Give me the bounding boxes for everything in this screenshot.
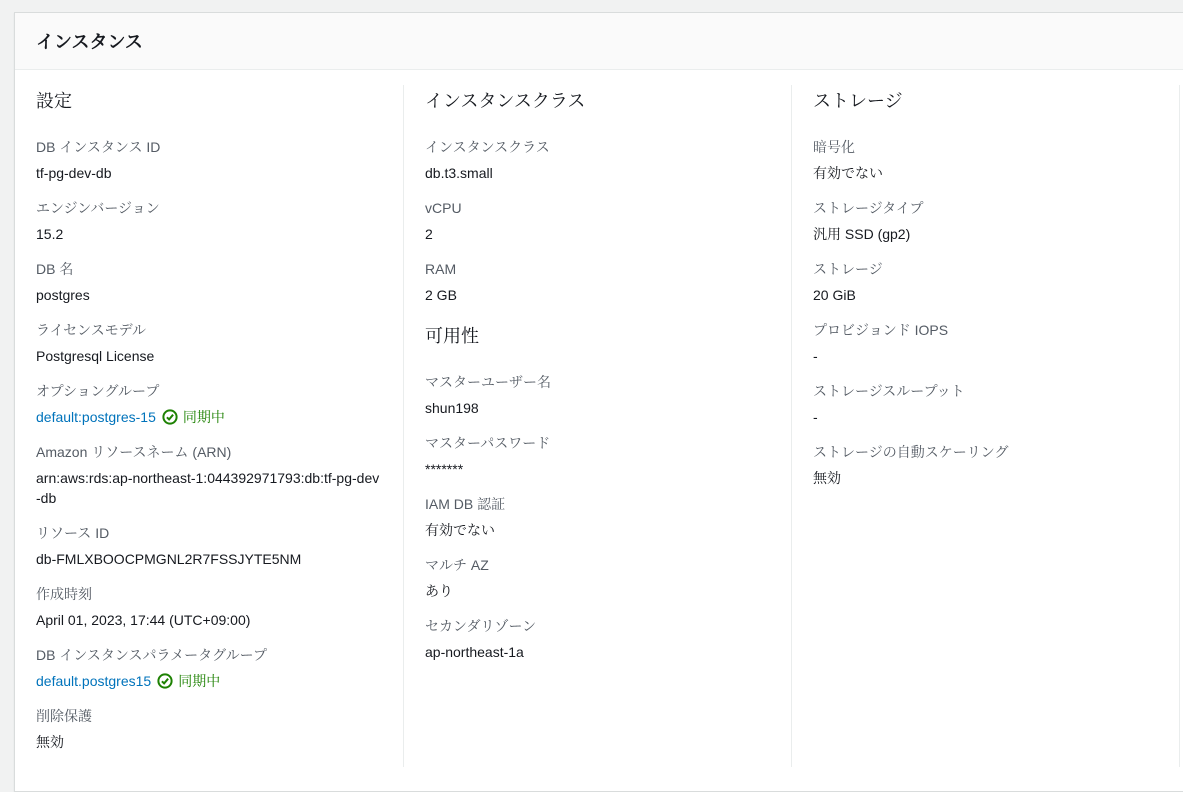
section-instance-class [425,90,771,305]
field-label: IAM DB 認証 [425,496,506,512]
option-group-link[interactable]: default:postgres-15 [36,409,156,425]
section-title-storage: ストレージ [813,91,903,111]
field-value: postgres [36,287,90,303]
field-label: マスターユーザー名 [425,374,551,390]
field-value: 無効 [813,470,841,486]
field-value: Postgresql License [36,348,155,364]
field-label: RAM [425,261,457,277]
field-label: インスタンスクラス [425,139,550,155]
field-value: 有効でない [425,522,495,538]
field-license-model [36,320,383,366]
field-label: セカンダリゾーン [425,618,537,634]
sync-status-text: 同期中 [182,409,225,425]
field-value: - [813,348,818,364]
field-label: オプショングループ [36,383,160,399]
field-label: ストレージスループット [813,383,965,399]
field-secondary-zone [425,616,771,662]
field-label: マルチ AZ [425,557,489,573]
field-value: arn:aws:rds:ap-northeast-1:044392971793:db:tf-pg-dev-db [36,470,380,506]
section-title-availability: 可用性 [425,326,479,346]
field-value: 20 GiB [813,287,856,303]
field-vcpu [425,198,771,244]
field-label: DB インスタンスパラメータグループ [36,647,267,663]
field-encryption [813,137,1159,183]
section-storage [813,90,1159,488]
field-value: 15.2 [36,226,64,242]
field-label: ストレージタイプ [813,200,924,216]
field-label: 暗号化 [813,139,855,155]
field-iam-db-auth [425,494,771,540]
field-master-username [425,372,771,418]
sync-status-badge [157,671,220,691]
column-settings [15,85,403,767]
field-value: shun198 [425,400,479,416]
column-instance-class [403,85,791,767]
field-multi-az [425,555,771,601]
field-instance-class [425,137,771,183]
sync-status-text: 同期中 [178,673,221,689]
check-circle-icon [157,673,173,689]
field-label: プロビジョンド IOPS [813,322,949,338]
field-label: エンジンバージョン [36,200,160,216]
sync-status-badge [162,407,225,427]
field-storage-autoscaling [813,442,1159,488]
field-label: ストレージ [813,261,883,277]
instance-card-header [15,13,1183,70]
column-divider-clipped [1179,85,1183,767]
field-label: DB 名 [36,261,74,277]
section-title-instance-class: インスタンスクラス [425,91,586,111]
field-db-name [36,259,383,305]
field-label: 作成時刻 [36,586,92,602]
field-storage-type [813,198,1159,244]
instance-card [14,12,1183,792]
field-value: tf-pg-dev-db [36,165,112,181]
section-title-settings: 設定 [36,91,72,111]
field-value: - [813,409,818,425]
field-provisioned-iops [813,320,1159,366]
section-availability [425,325,771,662]
field-value: 汎用 SSD (gp2) [813,226,911,242]
field-label: vCPU [425,200,462,216]
field-db-instance-id [36,137,383,183]
field-value: 2 [425,226,433,242]
field-value: db-FMLXBOOCPMGNL2R7FSSJYTE5NM [36,551,302,567]
field-storage-throughput [813,381,1159,427]
field-label: ライセンスモデル [36,322,147,338]
check-circle-icon [162,409,178,425]
field-storage-size [813,259,1159,305]
field-master-password [425,433,771,479]
field-label: ストレージの自動スケーリング [813,444,1009,460]
field-value: 無効 [36,734,64,750]
field-arn [36,442,383,508]
field-label: 削除保護 [36,708,92,724]
field-resource-id [36,523,383,569]
field-db-parameter-group [36,645,383,691]
field-value: 有効でない [813,165,883,181]
field-value: ******* [425,461,464,477]
field-value: 2 GB [425,287,457,303]
field-value: April 01, 2023, 17:44 (UTC+09:00) [36,612,251,628]
column-storage [791,85,1179,767]
page-title: インスタンス [36,32,143,52]
field-value: あり [425,583,453,599]
field-option-group [36,381,383,427]
section-settings [36,90,383,752]
field-engine-version [36,198,383,244]
field-value: ap-northeast-1a [425,644,524,660]
field-ram [425,259,771,305]
field-created-time [36,584,383,630]
field-label: DB インスタンス ID [36,139,161,155]
field-label: リソース ID [36,525,110,541]
field-value: db.t3.small [425,165,493,181]
field-deletion-protection [36,706,383,752]
field-label: マスターパスワード [425,435,551,451]
field-label: Amazon リソースネーム (ARN) [36,444,232,460]
instance-card-body [15,70,1183,791]
parameter-group-link[interactable]: default.postgres15 [36,673,152,689]
